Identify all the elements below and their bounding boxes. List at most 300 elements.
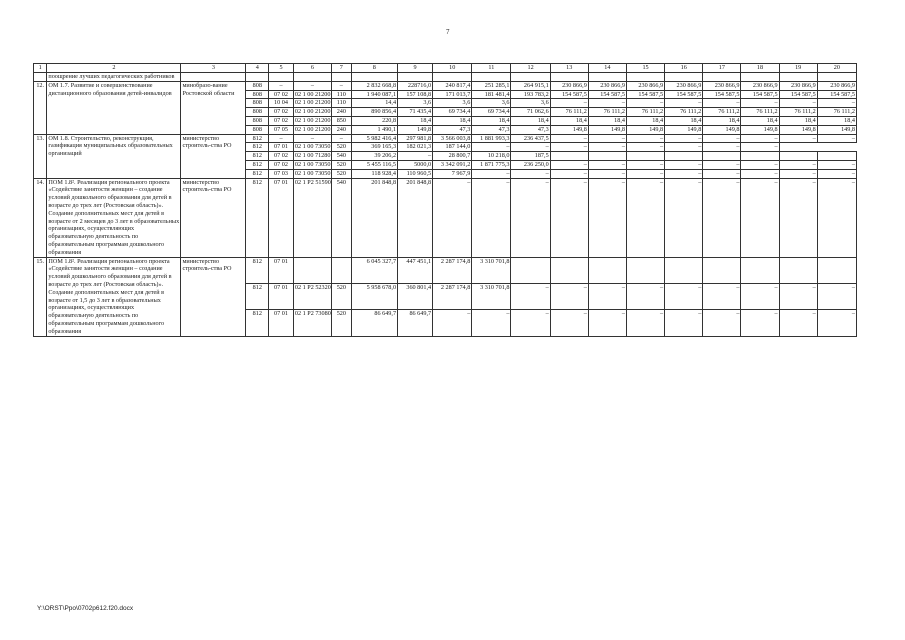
column-number: 19	[779, 64, 817, 73]
amount-cell: –	[779, 283, 817, 309]
amount-cell: –	[626, 178, 664, 257]
amount-cell: 154 587,5	[817, 90, 856, 99]
amount-cell	[779, 257, 817, 283]
amount-cell: 47,3	[472, 125, 511, 134]
budget-code-cell: 02 1 P2 52320	[293, 283, 331, 309]
amount-cell	[817, 152, 856, 161]
amount-cell: 1 490,1	[351, 125, 397, 134]
amount-cell: 149,8	[779, 125, 817, 134]
amount-cell: 201 848,8	[398, 178, 433, 257]
amount-cell: 76 111,2	[665, 108, 703, 117]
amount-cell: –	[779, 169, 817, 178]
amount-cell: –	[626, 99, 664, 108]
amount-cell: –	[588, 178, 626, 257]
amount-cell: 1 881 993,3	[472, 134, 511, 143]
column-number: 16	[665, 64, 703, 73]
amount-cell: –	[626, 134, 664, 143]
amount-cell: 149,8	[398, 125, 433, 134]
budget-code-cell: –	[332, 81, 352, 90]
amount-cell: 2 832 668,8	[351, 81, 397, 90]
measure-name: ОМ 1.7. Развитие и совершенствование дистанционного образования детей-инвалидов	[47, 81, 181, 134]
amount-cell: –	[511, 169, 550, 178]
budget-code-cell: 808	[246, 108, 269, 117]
budget-code-cell: 02 1 00 21200	[294, 125, 331, 133]
budget-code-cell	[246, 73, 269, 82]
amount-cell: 154 587,5	[779, 90, 817, 99]
amount-cell: 28 800,7	[433, 152, 472, 161]
table-row	[34, 257, 857, 283]
amount-cell: –	[741, 160, 779, 169]
amount-cell: –	[626, 283, 664, 309]
amount-cell: –	[433, 178, 472, 257]
amount-cell: 297 981,8	[398, 134, 433, 143]
amount-cell: –	[665, 99, 703, 108]
amount-cell: 154 587,5	[588, 90, 626, 99]
amount-cell: 47,3	[511, 125, 550, 134]
amount-cell: 154 587,5	[550, 90, 588, 99]
budget-code-cell: 02 1 00 73050	[294, 160, 331, 168]
amount-cell: –	[741, 283, 779, 309]
amount-cell	[779, 73, 817, 82]
measure-name: поощрение лучших педагогических работников	[47, 73, 181, 82]
amount-cell: –	[665, 310, 703, 336]
budget-code-cell: 240	[332, 108, 352, 117]
amount-cell	[817, 73, 856, 82]
amount-cell: 154 587,5	[665, 90, 703, 99]
amount-cell: –	[741, 134, 779, 143]
amount-cell	[550, 152, 588, 161]
budget-code-cell: 07 01	[269, 178, 294, 257]
amount-cell	[703, 152, 741, 161]
amount-cell: –	[665, 178, 703, 257]
amount-cell: 1 871 775,3	[472, 160, 511, 169]
amount-cell: –	[703, 160, 741, 169]
page-number: 7	[446, 28, 450, 36]
amount-cell	[511, 257, 550, 283]
budget-code-cell: 812	[246, 310, 269, 336]
amount-cell: –	[398, 152, 433, 161]
budget-code-cell	[293, 73, 331, 82]
amount-cell: –	[779, 134, 817, 143]
amount-cell: 118 928,4	[351, 169, 397, 178]
amount-cell: 890 856,4	[351, 108, 397, 117]
budget-code-cell: 07 03	[269, 169, 294, 178]
amount-cell: –	[588, 143, 626, 152]
amount-cell: 18,4	[550, 116, 588, 125]
amount-cell: –	[817, 310, 856, 336]
amount-cell: 187,5	[511, 152, 550, 161]
column-number-row	[34, 64, 857, 73]
amount-cell	[351, 73, 397, 82]
budget-code-cell: –	[269, 134, 294, 143]
budget-code-cell	[332, 257, 352, 283]
amount-cell: 220,8	[351, 116, 397, 125]
budget-code-cell: 07 01	[269, 310, 294, 336]
amount-cell: 251 285,1	[472, 81, 511, 90]
budget-code-cell: 07 02	[269, 90, 294, 99]
amount-cell: 76 111,2	[626, 108, 664, 117]
column-number: 9	[398, 64, 433, 73]
amount-cell: –	[472, 310, 511, 336]
amount-cell: –	[741, 169, 779, 178]
amount-cell: –	[472, 143, 511, 152]
budget-code-cell: 812	[246, 152, 269, 161]
column-number: 18	[741, 64, 779, 73]
executor	[181, 73, 246, 82]
amount-cell: 5 982 416,4	[351, 134, 397, 143]
amount-cell: –	[665, 160, 703, 169]
budget-code-cell: 02 1 00 21200	[294, 108, 331, 116]
amount-cell: –	[472, 169, 511, 178]
amount-cell: 149,8	[626, 125, 664, 134]
executor: министерство строитель-ства РО	[181, 134, 246, 178]
amount-cell: 18,4	[779, 116, 817, 125]
column-number: 10	[433, 64, 472, 73]
amount-cell: 3 310 701,8	[472, 257, 511, 283]
amount-cell: 230 866,9	[779, 81, 817, 90]
budget-code-cell: 07 01	[269, 143, 294, 152]
amount-cell: –	[472, 178, 511, 257]
item-number: 14.	[34, 178, 47, 257]
amount-cell: –	[779, 310, 817, 336]
amount-cell: 154 587,5	[703, 90, 741, 99]
amount-cell: –	[703, 134, 741, 143]
amount-cell: 39 206,2	[351, 152, 397, 161]
budget-code-cell: 808	[246, 125, 269, 134]
column-number: 17	[703, 64, 741, 73]
budget-code-cell: 02 1 00 21200	[294, 90, 331, 98]
amount-cell	[550, 73, 588, 82]
budget-code-cell: 07 02	[269, 152, 294, 161]
amount-cell: 3 310 701,8	[472, 283, 511, 309]
budget-code-cell: 850	[332, 116, 352, 125]
budget-code-cell: 808	[246, 90, 269, 99]
budget-code-cell: 02 1 P2 73080	[293, 310, 331, 336]
item-number	[34, 73, 47, 82]
amount-cell: –	[703, 178, 741, 257]
amount-cell: 18,4	[472, 116, 511, 125]
amount-cell: 2 287 174,8	[433, 257, 472, 283]
amount-cell	[588, 73, 626, 82]
budget-code-cell: 02 1 00 71280	[294, 152, 331, 160]
budget-code-cell	[332, 73, 352, 82]
amount-cell: –	[817, 134, 856, 143]
amount-cell	[472, 73, 511, 82]
amount-cell: –	[817, 160, 856, 169]
amount-cell: 76 111,2	[588, 108, 626, 117]
amount-cell: 230 866,9	[550, 81, 588, 90]
amount-cell	[703, 257, 741, 283]
amount-cell: 360 801,4	[398, 283, 433, 309]
measure-name: ПОМ 1.8². Реализация регионального проекта «Содействие занятости женщин – создание условий дошкольного образования для детей в возрасте до трех лет (Ростовская область)». Создание дополнительных мест для детей в возрасте от 2 месяцев до 3 лет в образовательных организациях, осуществляющих образовательную деятельность по образовательным программам дошкольного образования	[48, 178, 180, 256]
amount-cell: –	[665, 169, 703, 178]
budget-code-cell: 520	[332, 160, 352, 169]
amount-cell: –	[703, 283, 741, 309]
amount-cell	[398, 73, 433, 82]
column-number: 5	[269, 64, 294, 73]
amount-cell: –	[626, 160, 664, 169]
amount-cell: 6 045 327,7	[351, 257, 397, 283]
amount-cell	[433, 73, 472, 82]
amount-cell: –	[741, 178, 779, 257]
budget-code-cell: 808	[246, 116, 269, 125]
budget-code-cell: 812	[246, 283, 269, 309]
amount-cell: –	[665, 283, 703, 309]
budget-code-cell: 812	[246, 143, 269, 152]
amount-cell: –	[741, 310, 779, 336]
amount-cell: –	[779, 160, 817, 169]
amount-cell	[741, 73, 779, 82]
amount-cell: 76 111,2	[703, 108, 741, 117]
amount-cell: –	[433, 310, 472, 336]
amount-cell: 193 783,2	[511, 90, 550, 99]
amount-cell: 18,4	[817, 116, 856, 125]
column-number: 1	[34, 64, 47, 73]
amount-cell: 230 866,9	[741, 81, 779, 90]
amount-cell: 69 734,4	[472, 108, 511, 117]
amount-cell: –	[511, 143, 550, 152]
budget-code-cell: 808	[246, 81, 269, 90]
amount-cell: 149,8	[588, 125, 626, 134]
executor: министерство строитель-ства РО	[181, 178, 246, 257]
budget-code-cell: 07 02	[269, 116, 294, 125]
amount-cell: –	[817, 178, 856, 257]
amount-cell	[626, 73, 664, 82]
amount-cell: –	[626, 143, 664, 152]
amount-cell	[665, 73, 703, 82]
amount-cell: –	[511, 283, 550, 309]
budget-code-cell: 808	[246, 99, 269, 108]
column-number: 4	[246, 64, 269, 73]
amount-cell: 149,8	[703, 125, 741, 134]
budget-code-cell: 10 04	[269, 99, 294, 108]
budget-code-cell: 540	[332, 152, 352, 161]
budget-code-cell: 07 01	[269, 283, 294, 309]
table-row	[34, 134, 857, 143]
amount-cell: 171 013,7	[433, 90, 472, 99]
column-number: 11	[472, 64, 511, 73]
budget-code-cell: 812	[246, 160, 269, 169]
amount-cell: 201 848,8	[351, 178, 397, 257]
amount-cell: 230 866,9	[626, 81, 664, 90]
amount-cell: –	[550, 310, 588, 336]
amount-cell: 149,8	[817, 125, 856, 134]
table-row	[34, 81, 857, 90]
amount-cell: 18,4	[741, 116, 779, 125]
amount-cell: 154 587,5	[626, 90, 664, 99]
amount-cell: –	[741, 99, 779, 108]
amount-cell	[665, 257, 703, 283]
amount-cell	[665, 152, 703, 161]
amount-cell: 86 649,7	[351, 310, 397, 336]
amount-cell: –	[550, 169, 588, 178]
amount-cell: –	[741, 143, 779, 152]
amount-cell	[550, 257, 588, 283]
budget-code-cell: 520	[332, 143, 352, 152]
budget-code-cell: 07 05	[269, 125, 294, 134]
item-number: 13.	[34, 134, 47, 178]
amount-cell: 181 481,4	[472, 90, 511, 99]
budget-code-cell: 812	[246, 257, 269, 283]
column-number: 2	[47, 64, 181, 73]
budget-code-cell: 02 1 00 73050	[294, 143, 331, 151]
column-number: 7	[332, 64, 352, 73]
amount-cell: 3 342 091,2	[433, 160, 472, 169]
budget-code-cell: 540	[332, 178, 352, 257]
measure-name: ОМ 1.8. Строительство, реконструкция, газификация муниципальных образовательных организаций	[47, 134, 181, 178]
budget-code-cell: 520	[332, 310, 352, 336]
amount-cell: 18,4	[703, 116, 741, 125]
amount-cell: –	[511, 310, 550, 336]
budget-code-cell: 02 1 00 73050	[294, 169, 331, 177]
item-number: 15.	[34, 257, 47, 336]
amount-cell: 230 866,9	[588, 81, 626, 90]
amount-cell: 10 218,0	[472, 152, 511, 161]
amount-cell: –	[817, 169, 856, 178]
amount-cell	[588, 257, 626, 283]
file-path-footer: Y:\ORST\Ppo\0702p612.f20.docx	[37, 605, 134, 612]
table-row	[34, 73, 857, 82]
budget-code-cell: 812	[246, 134, 269, 143]
amount-cell: 7 967,9	[433, 169, 472, 178]
amount-cell: 18,4	[433, 116, 472, 125]
amount-cell: 187 144,0	[433, 143, 472, 152]
amount-cell	[741, 152, 779, 161]
budget-code-cell: 02 1 00 21200	[294, 116, 331, 124]
table-row	[34, 178, 857, 257]
budget-code-cell: 07 02	[269, 108, 294, 117]
budget-code-cell: –	[332, 134, 352, 143]
amount-cell: 264 915,1	[511, 81, 550, 90]
amount-cell: –	[588, 134, 626, 143]
amount-cell: –	[511, 178, 550, 257]
amount-cell: 71 062,6	[511, 108, 550, 117]
amount-cell: –	[550, 160, 588, 169]
amount-cell	[817, 257, 856, 283]
amount-cell: 149,8	[550, 125, 588, 134]
budget-code-cell: –	[293, 81, 331, 90]
amount-cell: –	[626, 310, 664, 336]
budget-code-cell: 240	[332, 125, 352, 134]
budget-code-cell: 812	[246, 178, 269, 257]
amount-cell: 182 021,3	[398, 143, 433, 152]
amount-cell: 18,4	[588, 116, 626, 125]
budget-code-cell: 02 1 P2 51590	[293, 178, 331, 257]
executor: минобразо-вание Ростовской области	[181, 81, 246, 134]
amount-cell	[703, 73, 741, 82]
amount-cell: 18,4	[398, 116, 433, 125]
amount-cell: 18,4	[665, 116, 703, 125]
amount-cell	[511, 73, 550, 82]
amount-cell: 149,8	[665, 125, 703, 134]
amount-cell: –	[703, 143, 741, 152]
amount-cell: 18,4	[511, 116, 550, 125]
amount-cell	[779, 152, 817, 161]
amount-cell: 110 960,5	[398, 169, 433, 178]
column-number: 3	[181, 64, 246, 73]
amount-cell: –	[703, 169, 741, 178]
amount-cell: 76 111,2	[817, 108, 856, 117]
amount-cell: 3 566 003,8	[433, 134, 472, 143]
amount-cell: –	[665, 143, 703, 152]
budget-code-cell: 110	[332, 99, 352, 108]
budget-code-cell: 812	[246, 169, 269, 178]
budget-code-cell: 110	[332, 90, 352, 99]
amount-cell: 2 287 174,8	[433, 283, 472, 309]
column-number: 13	[550, 64, 588, 73]
column-number: 20	[817, 64, 856, 73]
budget-code-cell: 520	[332, 283, 352, 309]
budget-code-cell: 07 02	[269, 160, 294, 169]
amount-cell: –	[626, 169, 664, 178]
amount-cell: 236 250,0	[511, 160, 550, 169]
amount-cell: 230 866,9	[665, 81, 703, 90]
amount-cell: –	[550, 178, 588, 257]
amount-cell: 1 940 087,1	[351, 90, 397, 99]
amount-cell: 18,4	[626, 116, 664, 125]
amount-cell: 230 866,9	[817, 81, 856, 90]
amount-cell: 47,3	[433, 125, 472, 134]
amount-cell: –	[550, 99, 588, 108]
amount-cell: 236 437,5	[511, 134, 550, 143]
amount-cell: –	[550, 134, 588, 143]
amount-cell: –	[588, 169, 626, 178]
amount-cell: –	[588, 310, 626, 336]
budget-code-cell: 520	[332, 169, 352, 178]
amount-cell: 3,6	[511, 99, 550, 108]
column-number: 12	[511, 64, 550, 73]
budget-code-cell	[293, 257, 331, 283]
amount-cell: 228716,0	[398, 81, 433, 90]
amount-cell	[626, 257, 664, 283]
amount-cell: 71 435,4	[398, 108, 433, 117]
amount-cell: –	[665, 134, 703, 143]
amount-cell: 447 451,1	[398, 257, 433, 283]
amount-cell: –	[817, 99, 856, 108]
amount-cell: 149,8	[741, 125, 779, 134]
item-number: 12.	[34, 81, 47, 134]
amount-cell: 240 817,4	[433, 81, 472, 90]
amount-cell: –	[588, 160, 626, 169]
amount-cell: 5000,0	[398, 160, 433, 169]
amount-cell	[626, 152, 664, 161]
amount-cell: –	[588, 283, 626, 309]
amount-cell: 369 165,3	[351, 143, 397, 152]
column-number: 14	[588, 64, 626, 73]
executor: министерство строитель-ства РО	[181, 257, 246, 336]
budget-code-cell: –	[269, 81, 294, 90]
amount-cell: 154 587,5	[741, 90, 779, 99]
column-number: 6	[293, 64, 331, 73]
amount-cell: 86 649,7	[398, 310, 433, 336]
amount-cell: 69 734,4	[433, 108, 472, 117]
amount-cell: 76 111,2	[741, 108, 779, 117]
amount-cell: 157 108,8	[398, 90, 433, 99]
amount-cell: –	[588, 99, 626, 108]
column-number: 8	[351, 64, 397, 73]
amount-cell	[588, 152, 626, 161]
amount-cell: –	[779, 178, 817, 257]
amount-cell: 3,6	[398, 99, 433, 108]
budget-table	[33, 63, 857, 337]
budget-code-cell: –	[293, 134, 331, 143]
amount-cell: 76 111,2	[779, 108, 817, 117]
amount-cell: 14,4	[351, 99, 397, 108]
amount-cell: –	[703, 99, 741, 108]
amount-cell: –	[703, 310, 741, 336]
budget-code-cell: 02 1 00 21200	[294, 99, 331, 107]
amount-cell: 5 455 116,5	[351, 160, 397, 169]
